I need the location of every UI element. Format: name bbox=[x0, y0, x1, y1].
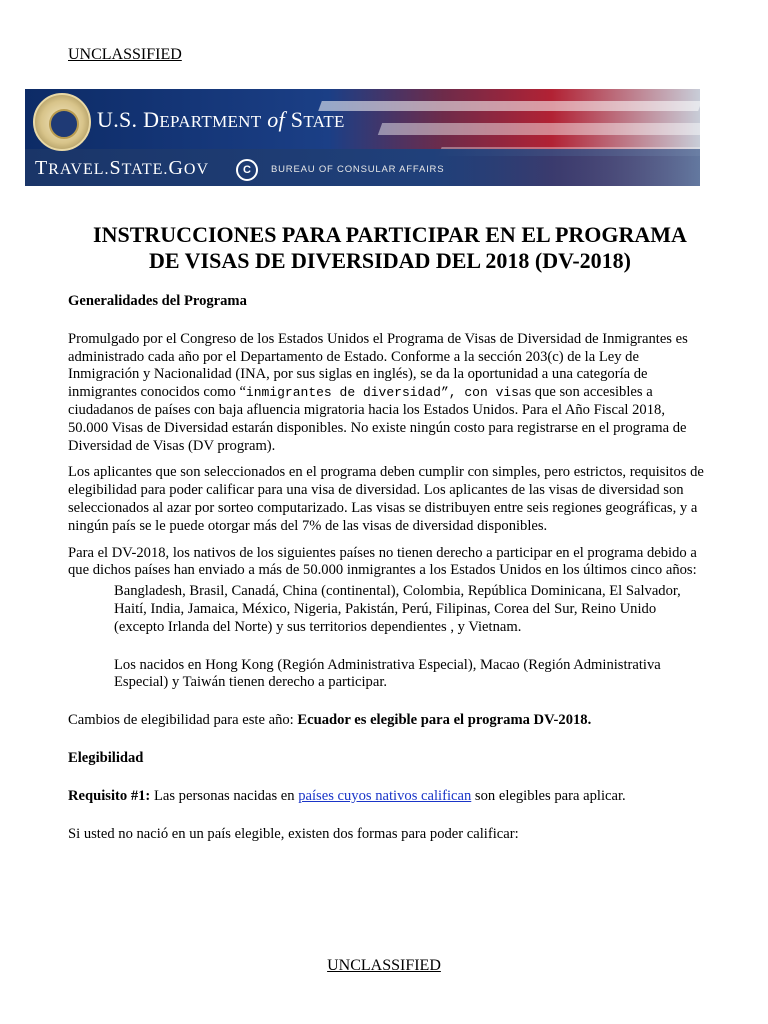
travel-state-gov-logo: TRAVEL.STATE.GOV bbox=[35, 157, 209, 179]
excluded-countries-list: Bangladesh, Brasil, Canadá, China (continental), Colombia, República Dominicana, El Salvador, Haití, India, Jamaica, México, Nigeria, Pakistán, Perú, Filipinas, Corea del Sur, Reino Unido (excepto Irlanda del Norte) y sus territorios dependientes , y Vietnam. bbox=[114, 583, 681, 635]
paragraph-changes: Cambios de elegibilidad para este año: Ecuador es elegible para el programa DV-2018. bbox=[68, 712, 592, 729]
document-title: INSTRUCCIONES PARA PARTICIPAR EN EL PROGRAMA DE VISAS DE DIVERSIDAD DEL 2018 (DV-2018) bbox=[93, 222, 687, 273]
classification-bottom: UNCLASSIFIED bbox=[327, 957, 441, 974]
section-heading-general: Generalidades del Programa bbox=[68, 293, 247, 309]
paragraph-intro: Promulgado por el Congreso de los Estados Unidos el Programa de Visas de Diversidad de Inmigrantes es administrado cada año por el Departamento de Estado. Conforme a la sección 203(c) de la Ley de Inmigración y Nacionalidad (INA, por sus siglas en inglés), se da la oportunidad a una categoría de inmigrantes conocidos como “inmigrantes de diversidad”, con visas que son accesibles a ciudadanos de países con baja afluencia migratoria hacia los Estados Unidos. Para el Año Fiscal 2018, 50.000 Visas de Diversidad estarán disponibles. No existe ningún costo para registrarse en el programa de Diversidad de Visas (DV program). bbox=[68, 330, 688, 454]
flag-stripe bbox=[378, 123, 700, 135]
paragraph-selection: Los aplicantes que son seleccionados en el programa deben cumplir con simples, pero estrictos, requisitos de elegibilidad para poder calificar para una visa de diversidad. Los aplicantes de las visas de diversidad son seleccionados al azar por sorteo computarizado. Las visas se distribuyen entre seis regiones geográficas, y a ningún país se le puede otorgar más del 7% de las visas de diversidad disponibles. bbox=[68, 464, 704, 534]
department-seal-icon bbox=[33, 93, 91, 151]
department-name: U.S. DEPARTMENT of STATE bbox=[97, 107, 345, 132]
paragraph-hong-kong: Los nacidos en Hong Kong (Región Administrativa Especial), Macao (Región Administrativa Especial) y Taiwán tienen derecho a participar. bbox=[114, 656, 661, 691]
eligible-countries-link[interactable]: países cuyos nativos califican bbox=[298, 787, 472, 804]
consular-c-icon: C bbox=[236, 159, 258, 181]
classification-top: UNCLASSIFIED bbox=[68, 46, 182, 63]
document-body bbox=[68, 293, 708, 843]
paragraph-not-eligible: Si usted no nació en un país elegible, existen dos formas para poder calificar: bbox=[68, 825, 519, 842]
requirement-1: Requisito #1: Las personas nacidas en países cuyos nativos califican son elegibles para aplicar. bbox=[68, 787, 626, 804]
paragraph-excluded: Para el DV-2018, los nativos de los siguientes países no tienen derecho a participar en el programa debido a que dichos países han enviado a más de 50.000 inmigrantes a los Estados Unidos en los últimos cinco años: bbox=[68, 544, 697, 579]
flag-stripe bbox=[318, 101, 700, 111]
bureau-label: BUREAU OF CONSULAR AFFAIRS bbox=[271, 164, 445, 175]
state-department-banner bbox=[25, 89, 700, 186]
section-heading-eligibility: Elegibilidad bbox=[68, 749, 144, 766]
